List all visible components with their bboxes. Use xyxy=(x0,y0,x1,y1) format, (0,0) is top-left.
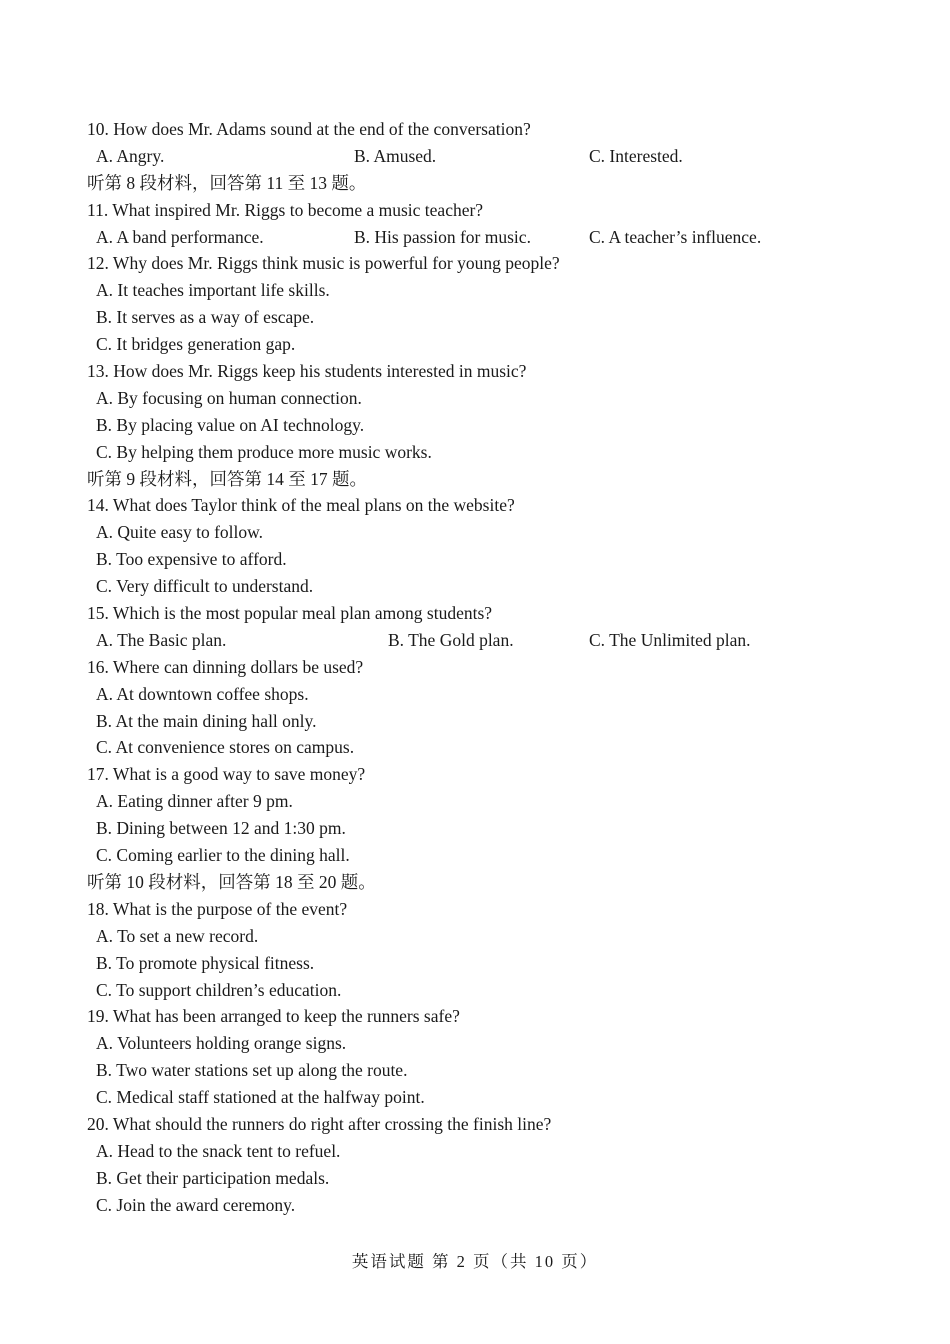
question-19-stem: 19. What has been arranged to keep the runners safe? xyxy=(87,1006,460,1027)
option-c: C. The Unlimited plan. xyxy=(589,629,751,650)
option-a: A. Angry. xyxy=(96,145,165,166)
option-b: B. It serves as a way of escape. xyxy=(96,307,315,328)
section-10-instruction: 听第 10 段材料，回答第 18 至 20 题。 xyxy=(87,871,376,892)
option-c: C. At convenience stores on campus. xyxy=(96,737,355,758)
option-c: C. A teacher’s influence. xyxy=(589,226,762,247)
option-b: B. To promote physical fitness. xyxy=(96,952,315,973)
option-c: C. Interested. xyxy=(589,145,683,166)
question-18-stem: 18. What is the purpose of the event? xyxy=(87,898,348,919)
question-14-stem: 14. What does Taylor think of the meal plans on the website? xyxy=(87,495,515,516)
exam-page-content xyxy=(87,116,887,1219)
question-13-stem: 13. How does Mr. Riggs keep his students interested in music? xyxy=(87,361,527,382)
option-b: B. Dining between 12 and 1:30 pm. xyxy=(96,818,346,839)
option-b: B. By placing value on AI technology. xyxy=(96,414,365,435)
option-a: A. Head to the snack tent to refuel. xyxy=(96,1140,341,1161)
option-a: A. At downtown coffee shops. xyxy=(96,683,309,704)
question-10-stem: 10. How does Mr. Adams sound at the end of the conversation? xyxy=(87,119,531,139)
option-b: B. Amused. xyxy=(354,145,437,166)
option-c: C. Join the award ceremony. xyxy=(96,1194,296,1215)
question-12-stem: 12. Why does Mr. Riggs think music is powerful for young people? xyxy=(87,253,560,274)
section-8-instruction: 听第 8 段材料，回答第 11 至 13 题。 xyxy=(87,172,367,193)
question-11-options xyxy=(87,224,887,251)
option-a: A. The Basic plan. xyxy=(96,629,227,650)
option-c: C. To support children’s education. xyxy=(96,979,342,1000)
option-a: A. By focusing on human connection. xyxy=(96,387,362,408)
option-a: A. Volunteers holding orange signs. xyxy=(96,1033,347,1054)
option-c: C. Very difficult to understand. xyxy=(96,576,314,597)
option-b: B. His passion for music. xyxy=(354,226,531,247)
option-c: C. It bridges generation gap. xyxy=(96,334,296,355)
option-a: A. Quite easy to follow. xyxy=(96,522,264,543)
option-c: C. Medical staff stationed at the halfway point. xyxy=(96,1087,425,1108)
option-b: B. Get their participation medals. xyxy=(96,1167,330,1188)
option-b: B. The Gold plan. xyxy=(388,629,514,650)
question-20-stem: 20. What should the runners do right after crossing the finish line? xyxy=(87,1113,552,1134)
page-footer: 英语试题 第 2 页（共 10 页） xyxy=(351,1252,599,1271)
question-11-stem: 11. What inspired Mr. Riggs to become a music teacher? xyxy=(87,199,484,220)
question-15-stem: 15. Which is the most popular meal plan among students? xyxy=(87,603,493,624)
option-a: A. To set a new record. xyxy=(96,925,259,946)
question-10-options xyxy=(87,143,887,170)
option-b: B. At the main dining hall only. xyxy=(96,710,317,731)
question-17-stem: 17. What is a good way to save money? xyxy=(87,764,366,785)
option-a: A. It teaches important life skills. xyxy=(96,280,330,301)
question-16-stem: 16. Where can dinning dollars be used? xyxy=(87,656,364,677)
option-c: C. Coming earlier to the dining hall. xyxy=(96,845,350,866)
option-a: A. Eating dinner after 9 pm. xyxy=(96,791,293,812)
question-15-options xyxy=(87,627,887,654)
option-c: C. By helping them produce more music works. xyxy=(96,441,432,462)
option-b: B. Too expensive to afford. xyxy=(96,549,287,570)
section-9-instruction: 听第 9 段材料，回答第 14 至 17 题。 xyxy=(87,468,367,489)
option-b: B. Two water stations set up along the route. xyxy=(96,1060,408,1081)
option-a: A. A band performance. xyxy=(96,226,264,247)
